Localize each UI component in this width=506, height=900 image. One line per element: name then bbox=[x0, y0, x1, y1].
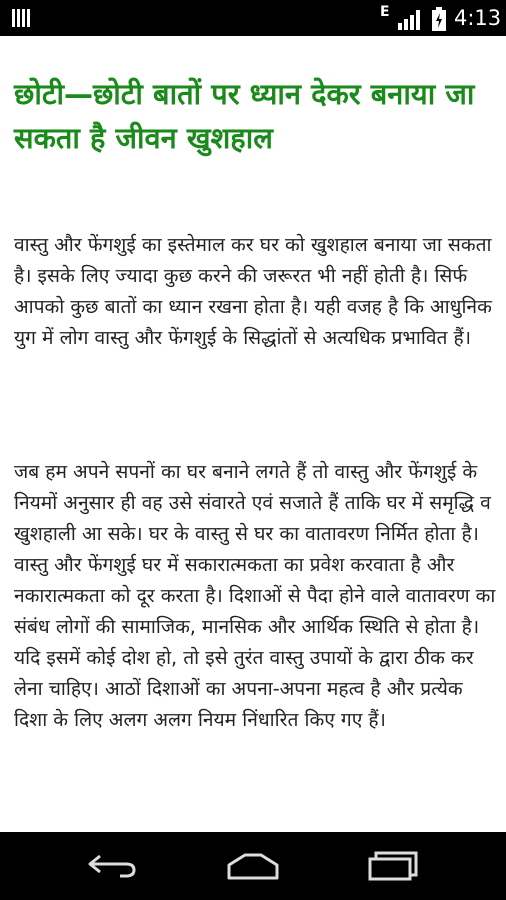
clock-time: 4:13 bbox=[454, 6, 502, 30]
home-icon bbox=[225, 852, 281, 880]
recent-apps-button[interactable] bbox=[364, 846, 424, 886]
network-type-label: E bbox=[380, 4, 390, 20]
article-paragraph: जब हम अपने सपनों का घर बनाने लगते हैं तो वास्तु और फेंगशुई के नियमों अनुसार ही वह उसे संवारते एवं सजाते हैं ताकि घर में समृद्धि व खुशहाली आ सके। घर के वास्तु से घर का वातावरण निर्मित होता है। वास्तु और फेंगशुई घर में सकारात्मकता का प्रवेश करवाता है और नकारात्मकता को दूर करता है। दिशाओं से पैदा होने वाले वातावरण का संबंध लोगों की सामाजिक, मानसिक और आर्थिक स्थिति से होता है। यदि इसमें कोई दोश हो, तो इसे तुरंत वास्तु उपायों के द्वारा ठीक कर लेना चाहिए। आठों दिशाओं का अपना-अपना महत्व है और प्रत्येक दिशा के लिए अलग अलग नियम निंधारित किए गए हैं। bbox=[14, 460, 496, 731]
battery-icon bbox=[432, 7, 446, 31]
home-button[interactable] bbox=[223, 846, 283, 886]
signal-icon bbox=[398, 8, 424, 30]
recent-apps-icon bbox=[368, 851, 420, 881]
navigation-bar bbox=[0, 832, 506, 900]
back-button[interactable] bbox=[82, 846, 142, 886]
notification-icon bbox=[12, 9, 34, 27]
article-scroll-view[interactable] bbox=[0, 36, 506, 832]
article-title: छोटी—छोटी बातों पर ध्यान देकर बनाया जा सकता है जीवन खुशहाल bbox=[14, 77, 475, 155]
status-bar bbox=[0, 0, 506, 36]
back-icon bbox=[86, 852, 138, 880]
article-paragraph: वास्तु और फेंगशुई का इस्तेमाल कर घर को खुशहाल बनाया जा सकता है। इसके लिए ज्यादा कुछ करने की जरूरत भी नहीं होती है। सिर्फ आपको कुछ बातों का ध्यान रखना होता है। यही वजह है कि आधुनिक युग में लोग वास्तु और फेंगशुई के सिद्धांतों से अत्यधिक प्रभावित हैं। bbox=[14, 233, 492, 349]
